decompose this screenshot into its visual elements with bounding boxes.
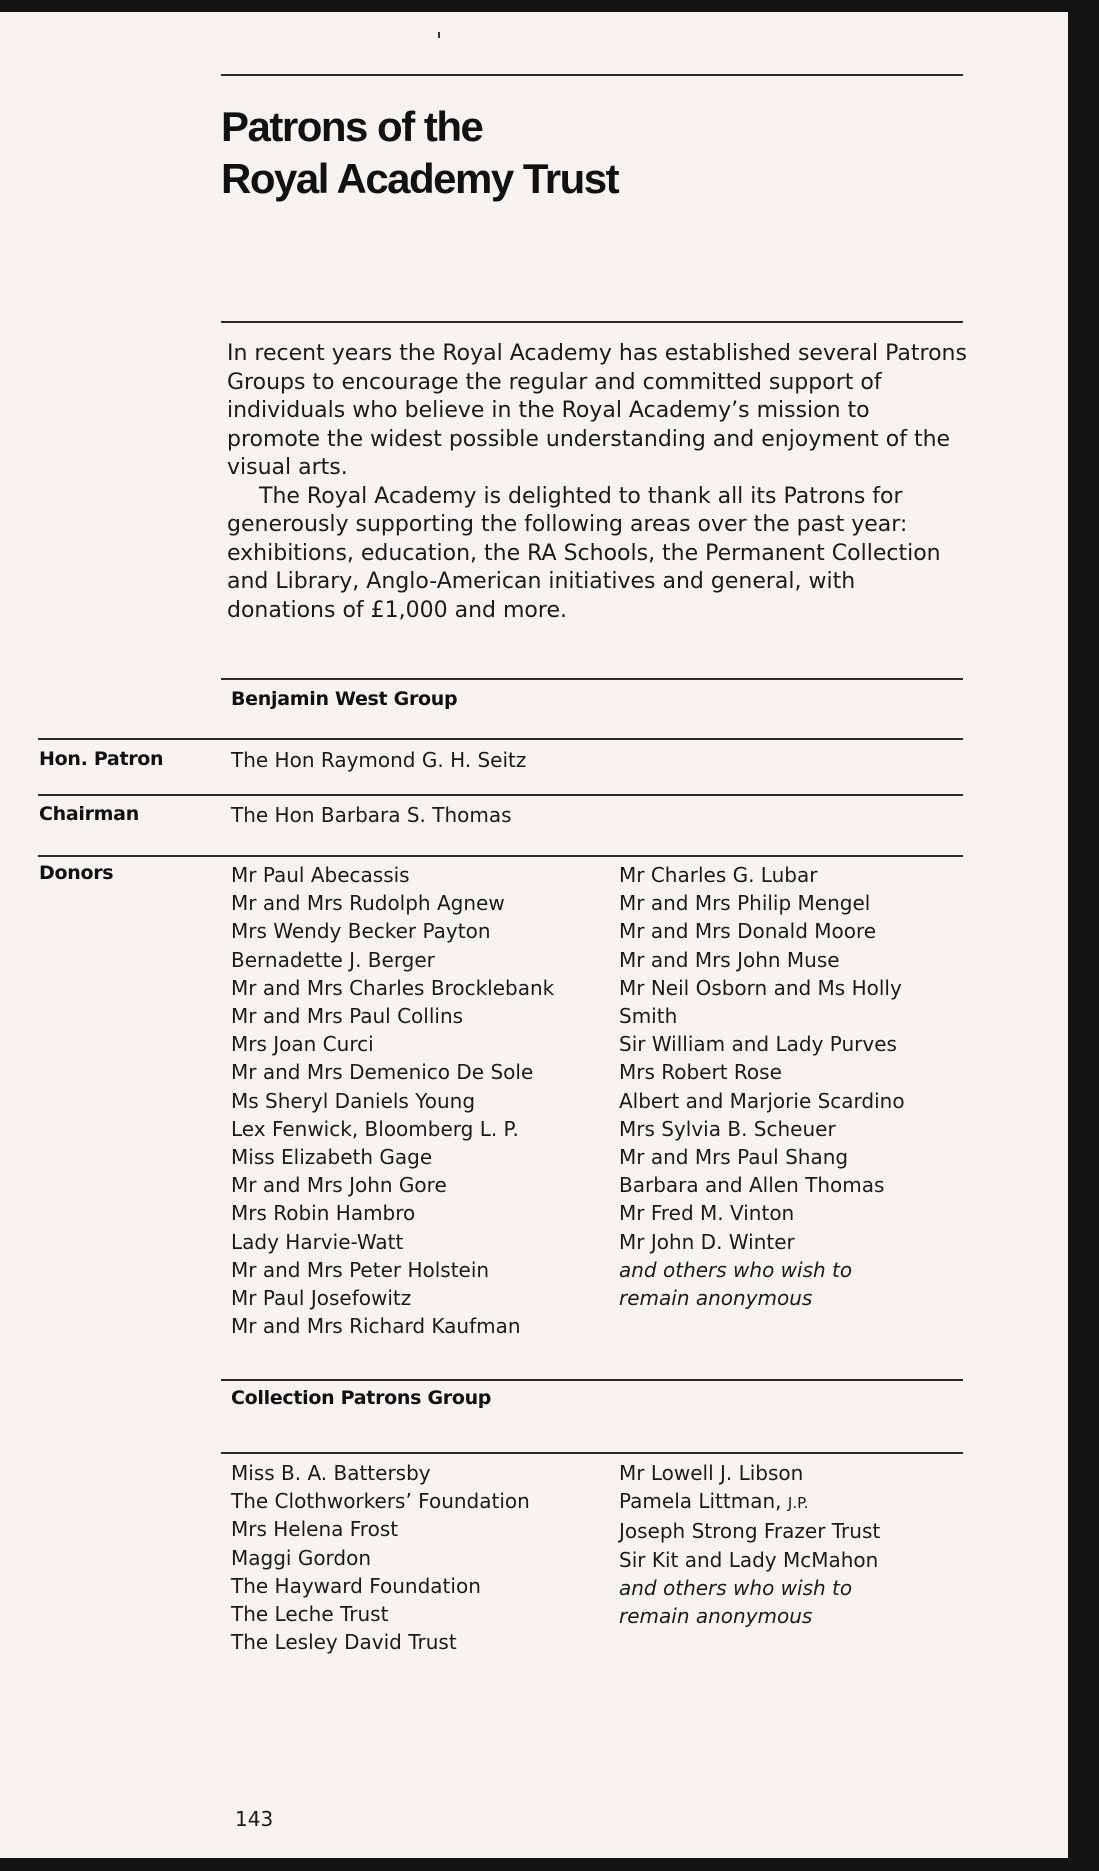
list-item: Mr and Mrs Richard Kaufman <box>231 1314 521 1339</box>
intro-text <box>227 340 967 625</box>
donors-list-left <box>231 861 554 1340</box>
list-item: Mr and Mrs Rudolph Agnew <box>231 891 505 916</box>
list-item: Bernadette J. Berger <box>231 947 435 972</box>
title-top-rule <box>221 74 963 76</box>
list-item: Ms Sheryl Daniels Young <box>231 1088 476 1113</box>
list-item: Mr Fred M. Vinton <box>619 1201 795 1226</box>
page-title-line-2: Royal Academy Trust <box>221 155 619 202</box>
intro-paragraph-1: In recent years the Royal Academy has established several Patrons Groups to encourage the regular and committed support of individuals who believe in the Royal Academy’s mission to promote the widest possible understanding and enjoyment of the visual arts. <box>227 341 967 480</box>
list-item: Lex Fenwick, Bloomberg L. P. <box>231 1116 519 1141</box>
list-item: Mrs Joan Curci <box>231 1032 374 1057</box>
list-item: Mr John D. Winter <box>619 1229 795 1254</box>
collection-list-right <box>619 1459 919 1630</box>
list-item: Maggi Gordon <box>231 1545 372 1570</box>
list-item: Barbara and Allen Thomas <box>619 1173 885 1198</box>
list-item: Joseph Strong Frazer Trust <box>619 1519 881 1544</box>
list-item: Smith <box>619 1004 678 1029</box>
list-item: Mr and Mrs John Muse <box>619 947 840 972</box>
donors-label: Donors <box>39 862 114 884</box>
chairman-value: The Hon Barbara S. Thomas <box>231 803 512 827</box>
list-item: Albert and Marjorie Scardino <box>619 1088 905 1113</box>
list-item: The Leche Trust <box>231 1602 389 1627</box>
list-item: Mr Lowell J. Libson <box>619 1461 804 1485</box>
benjamin-west-rule <box>221 678 963 680</box>
list-item: Miss Elizabeth Gage <box>231 1145 433 1170</box>
donors-list-right <box>619 861 919 1312</box>
intro-top-rule <box>221 321 963 323</box>
list-item: Mr Paul Josefowitz <box>231 1286 412 1311</box>
list-item: Mrs Helena Frost <box>231 1517 399 1542</box>
collection-patrons-list-rule <box>221 1452 963 1454</box>
hon-patron-rule <box>38 738 963 740</box>
chairman-rule <box>38 794 963 796</box>
hon-patron-value: The Hon Raymond G. H. Seitz <box>231 748 527 772</box>
list-item: Mr Paul Abecassis <box>231 863 410 887</box>
list-item: Mrs Robert Rose <box>619 1060 782 1085</box>
littman-suffix: J.P. <box>787 1494 809 1513</box>
list-item <box>619 1487 919 1517</box>
list-item: Mr and Mrs Philip Mengel <box>619 891 871 916</box>
donors-rule <box>38 855 963 857</box>
page-title-line-1: Patrons of the <box>221 103 483 150</box>
list-item: Mr and Mrs Peter Holstein <box>231 1257 490 1282</box>
page <box>0 12 1068 1858</box>
list-item: Miss B. A. Battersby <box>231 1461 431 1485</box>
anonymous-note: and others who wish to remain anonymous <box>619 1575 853 1629</box>
list-item: The Lesley David Trust <box>231 1630 457 1655</box>
list-item: Mr and Mrs Demenico De Sole <box>231 1060 534 1085</box>
intro-paragraph-2: The Royal Academy is delighted to thank all its Patrons for generously supporting the following areas over the past year: exhibitions, education, the RA Schools, the Permanent Collection and Library, Anglo-American initiatives and general, with donations of £1,000 and more. <box>227 483 941 623</box>
page-title <box>221 101 618 205</box>
benjamin-west-heading: Benjamin West Group <box>231 688 458 710</box>
anonymous-note: and others who wish to remain anonymous <box>619 1257 853 1311</box>
hon-patron-label: Hon. Patron <box>39 748 164 770</box>
list-item: Mr and Mrs Charles Brocklebank <box>231 975 555 1000</box>
list-item: The Clothworkers’ Foundation <box>231 1489 530 1514</box>
list-item: Mr and Mrs Donald Moore <box>619 919 877 944</box>
print-speck <box>438 32 440 38</box>
chairman-label: Chairman <box>39 803 139 825</box>
list-item: Mr and Mrs Paul Collins <box>231 1004 464 1029</box>
list-item: Mr and Mrs Paul Shang <box>619 1145 849 1170</box>
list-item: Mrs Robin Hambro <box>231 1201 416 1226</box>
littman-name: Pamela Littman, <box>619 1489 782 1514</box>
list-item: Mrs Wendy Becker Payton <box>231 919 491 944</box>
list-item: Mr Charles G. Lubar <box>619 863 818 887</box>
list-item: The Hayward Foundation <box>231 1573 481 1598</box>
list-item: Sir William and Lady Purves <box>619 1032 897 1057</box>
list-item: Mrs Sylvia B. Scheuer <box>619 1116 836 1141</box>
list-item: Mr and Mrs John Gore <box>231 1173 447 1198</box>
collection-list-left <box>231 1459 530 1656</box>
list-item: Mr Neil Osborn and Ms Holly <box>619 975 902 1000</box>
collection-patrons-rule <box>221 1379 963 1381</box>
list-item: Sir Kit and Lady McMahon <box>619 1547 879 1572</box>
list-item: Lady Harvie-Watt <box>231 1229 404 1254</box>
collection-patrons-heading: Collection Patrons Group <box>231 1387 492 1409</box>
page-number: 143 <box>235 1807 274 1831</box>
